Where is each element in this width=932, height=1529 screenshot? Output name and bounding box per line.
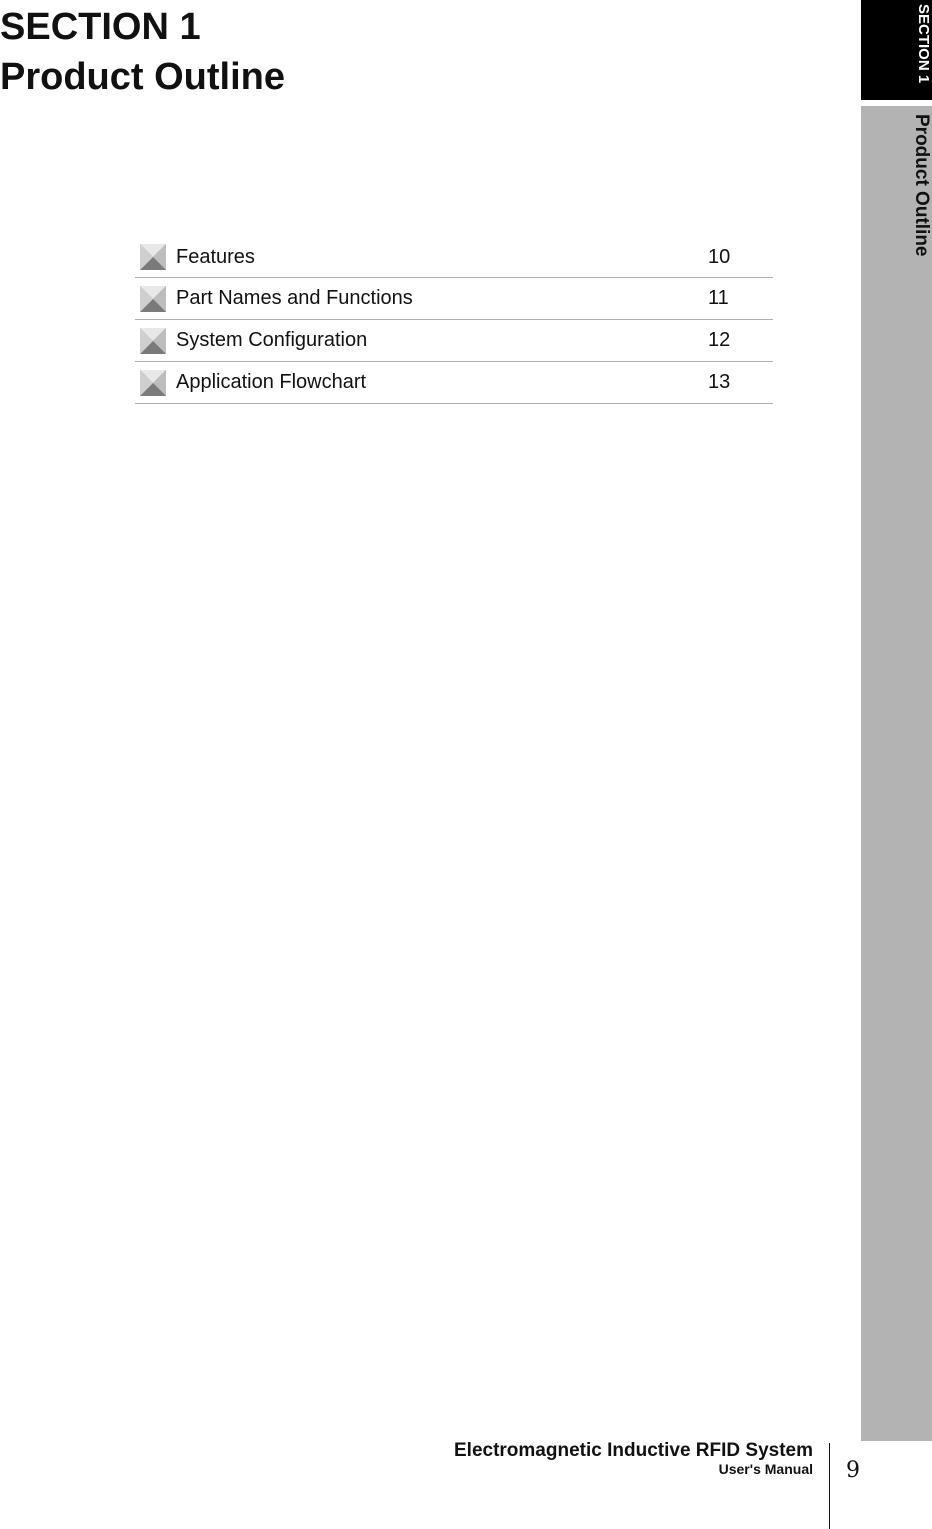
section-bullet-icon <box>140 370 166 396</box>
side-section-tab <box>861 0 932 1441</box>
table-of-contents <box>135 237 773 404</box>
section-number: SECTION 1 <box>0 6 201 48</box>
side-tab-title-label-wrap <box>861 114 932 414</box>
toc-item-page: 12 <box>708 329 731 351</box>
toc-item-page: 10 <box>708 245 731 268</box>
section-bullet-icon <box>140 328 166 354</box>
section-heading <box>0 2 820 102</box>
toc-item-features[interactable] <box>135 237 773 278</box>
section-bullet-icon <box>140 244 166 270</box>
toc-item-system-configuration[interactable] <box>135 320 773 362</box>
side-tab-section-label: SECTION 1 <box>915 4 932 84</box>
toc-item-page: 13 <box>708 371 731 393</box>
toc-item-part-names[interactable] <box>135 278 773 320</box>
toc-item-application-flowchart[interactable] <box>135 362 773 404</box>
footer-divider <box>829 1443 830 1529</box>
footer-product-title <box>454 1440 813 1476</box>
side-tab-section-label-wrap <box>861 4 932 98</box>
toc-item-page: 11 <box>708 287 729 309</box>
side-tab-divider <box>861 100 932 106</box>
toc-item-label: Application Flowchart <box>176 371 367 393</box>
toc-item-label: System Configuration <box>176 329 368 351</box>
footer-product-name: Electromagnetic Inductive RFID System <box>454 1440 813 1461</box>
section-bullet-icon <box>140 286 166 312</box>
section-title: Product Outline <box>0 56 285 98</box>
side-tab-title-label: Product Outline <box>911 114 932 257</box>
footer-manual-label: User's Manual <box>718 1461 813 1477</box>
toc-item-label: Features <box>176 245 255 268</box>
toc-item-label: Part Names and Functions <box>176 287 413 309</box>
page-number: 9 <box>846 1458 860 1483</box>
